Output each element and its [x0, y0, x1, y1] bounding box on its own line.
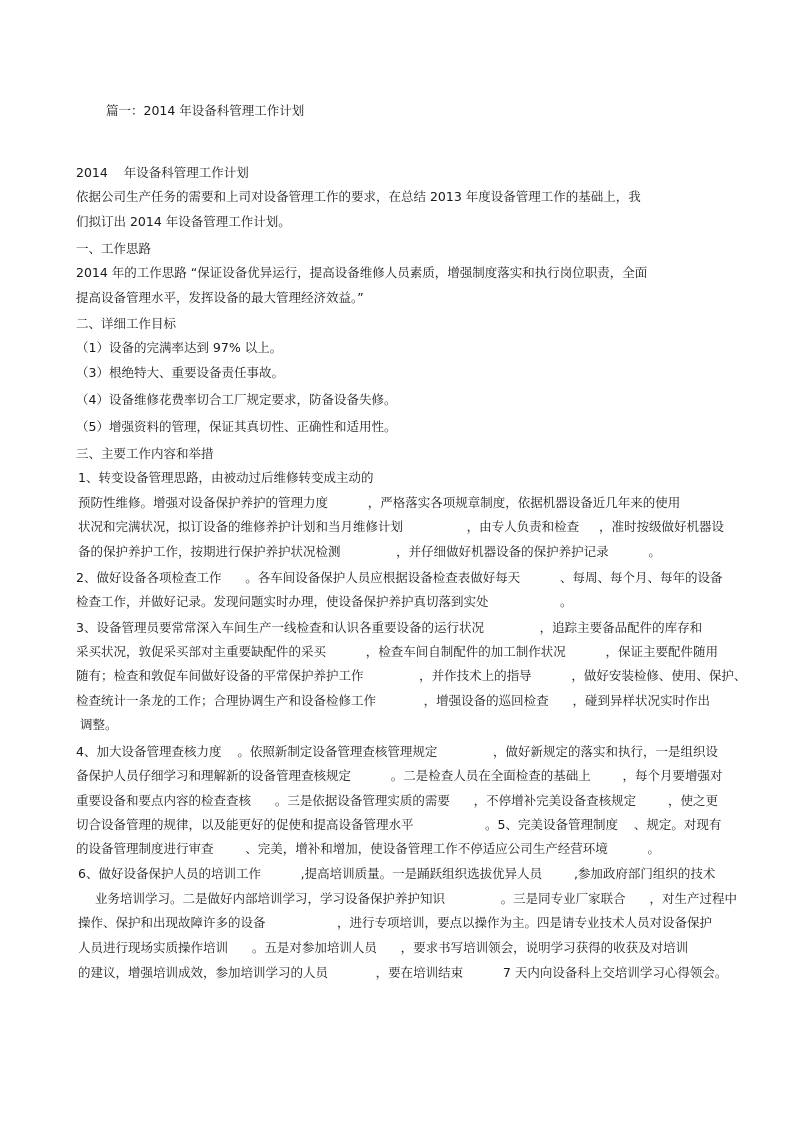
body-line: 重要设备和要点内容的检查查核 。三是依据设备管理实质的需要 ，不停增补完美设备查核规定 ，使之更	[76, 793, 718, 808]
body-line: 3、设备管理员要常常深入车间生产一线检查和认识各重要设备的运行状况 ，追踪主要备品配件的库存和	[76, 620, 703, 635]
body-line: 状况和完满状况，拟订设备的维修养护计划和当月维修计划 ，由专人负责和检查 ，准时按级做好机器设	[78, 519, 724, 534]
body-line: （1）设备的完满率达到 97% 以上。	[76, 340, 283, 355]
body-line: 业务培训学习。二是做好内部培训学习，学习设备保护养护知识 。三是同专业厂家联合 ，对生产过程中	[95, 891, 737, 906]
body-line: 检查统计一条龙的工作；合理协调生产和设备检修工作 ，增强设备的巡回检查 ，碰到异样状况实时作出	[76, 693, 711, 708]
body-line: 备的保护养护工作，按期进行保护养护状况检测 ，并仔细做好机器设备的保护养护记录 。	[78, 544, 661, 559]
body-line: 2、做好设备各项检查工作 。各车间设备保护人员应根据设备检查表做好每天 、每周、每个月、每年的设备	[76, 570, 723, 585]
body-line: 1、转变设备管理思路，由被动过后维修转变成主动的	[78, 470, 374, 485]
body-line: 预防性维修。增强对设备保护养护的管理力度 ，严格落实各项规章制度，依据机器设备近几年来的使用	[78, 495, 681, 510]
body-line: 人员进行现场实质操作培训 。五是对参加培训人员 ，要求书写培训领会，说明学习获得的收获及对培训	[78, 940, 689, 955]
body-line: 2014 年的工作思路 “保证设备优异运行，提高设备维修人员素质，增强制度落实和执行岗位职责，全面	[76, 265, 648, 280]
body-line: 依据公司生产任务的需要和上司对设备管理工作的要求，在总结 2013 年度设备管理工作的基础上，我	[76, 189, 641, 204]
body-line: 4、加大设备管理查核力度 。依照新制定设备管理查核管理规定 ，做好新规定的落实和执行，一是组织设	[76, 744, 718, 759]
body-line: 6、做好设备保护人员的培训工作 ,提高培训质量。一是踊跃组织选拔优异人员 ,参加政府部门组织的技术	[78, 866, 716, 881]
body-line: 备保护人员仔细学习和理解新的设备管理查核规定 。二是检查人员在全面检查的基础上 ，每个月要增强对	[76, 768, 723, 783]
body-line: 切合设备管理的规律，以及能更好的促使和提高设备管理水平 。5、完美设备管理制度 、规定。对现有	[76, 817, 722, 832]
body-line: 操作、保护和出现故障许多的设备 ，进行专项培训，要点以操作为主。四是请专业技术人员对设备保护	[78, 915, 713, 930]
body-line: 二、详细工作目标	[76, 316, 177, 331]
body-line: 们拟订出 2014 年设备管理工作计划。	[76, 214, 291, 229]
body-line: 2014 年设备科管理工作计划	[76, 165, 249, 180]
body-line: 一、工作思路	[76, 241, 152, 256]
body-line: 的设备管理制度进行审查 、完美，增补和增加，使设备管理工作不停适应公司生产经营环境 。	[76, 841, 661, 856]
document-title: 篇一：2014 年设备科管理工作计划	[106, 103, 305, 118]
body-line: 随有；检查和敦促车间做好设备的平常保护养护工作 ，并作技术上的指导 ，做好安装检修、使用、保护、	[76, 668, 747, 683]
body-line: 提高设备管理水平，发挥设备的最大管理经济效益。”	[76, 290, 364, 305]
body-line: （5）增强资料的管理，保证其真切性、正确性和适用性。	[76, 419, 397, 434]
body-line: （4）设备维修花费率切合工厂规定要求，防备设备失修。	[76, 392, 397, 407]
body-line: （3）根绝特大、重要设备责任事故。	[76, 365, 284, 380]
body-line: 的建议，增强培训成效，参加培训学习的人员 ，要在培训结束 7 天内向设备科上交培训学习心得领会。	[78, 965, 728, 980]
body-line: 调整。	[80, 717, 118, 732]
body-line: 采买状况，敦促采买部对主重要缺配件的采买 ，检查车间自制配件的加工制作状况 ，保证主要配件随用	[76, 644, 718, 659]
body-line: 三、主要工作内容和举措	[76, 446, 214, 461]
body-line: 检查工作，并做好记录。发现问题实时办理，使设备保护养护真切落到实处 。	[76, 594, 573, 609]
